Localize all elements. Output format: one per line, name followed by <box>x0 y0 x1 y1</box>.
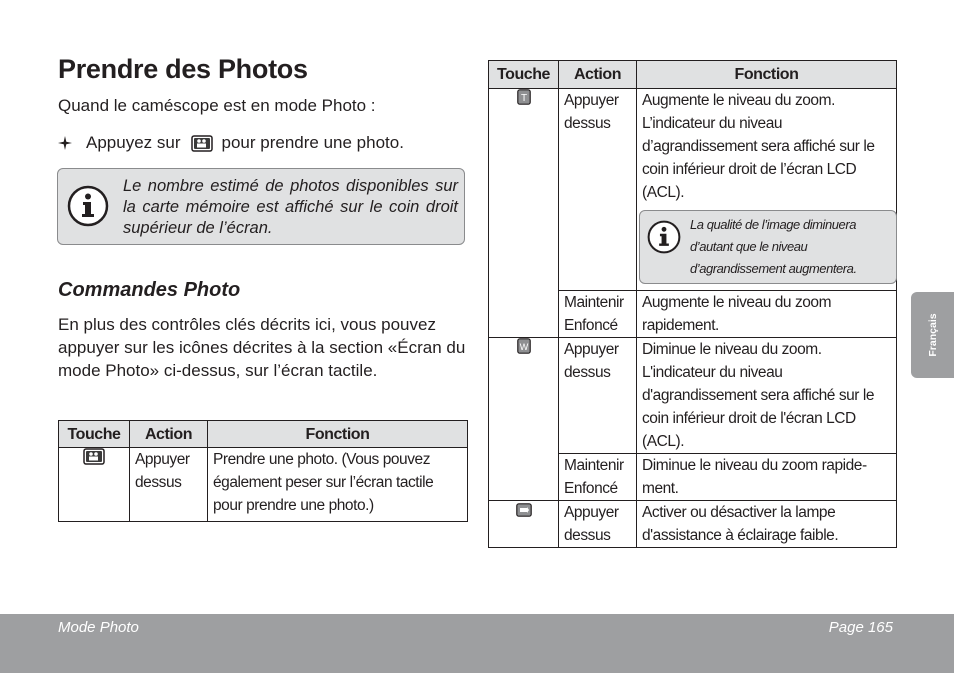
function-cell <box>637 89 897 291</box>
bullet-star-icon <box>58 136 74 150</box>
action-cell: Appuyer dessus <box>559 501 637 548</box>
page-footer <box>0 614 954 673</box>
language-tab <box>911 292 954 378</box>
zoom-wide-letter: W <box>519 342 528 352</box>
touche-cell <box>489 501 559 548</box>
camera-icon <box>83 448 105 465</box>
zoom-wide-icon <box>517 338 531 354</box>
table-header-row <box>59 421 468 448</box>
bullet-text-after: pour prendre une photo. <box>221 133 404 152</box>
info-icon <box>67 185 109 227</box>
footer-section: Mode Photo <box>58 619 139 636</box>
action-cell: Appuyer dessus <box>130 448 208 522</box>
lamp-icon <box>516 503 532 517</box>
right-commands-table <box>488 60 897 548</box>
touche-cell <box>489 338 559 501</box>
header-fonction: Fonction <box>637 61 897 89</box>
function-cell: Activer ou désactiver la lampe d'assistance à éclairage faible. <box>637 501 897 548</box>
table-row <box>489 338 897 454</box>
note-text: Le nombre estimé de photos disponibles sur la carte mémoire est affiché sur le coin droit supérieur de l’écran. <box>123 177 458 237</box>
inline-note <box>639 210 897 284</box>
header-touche: Touche <box>59 421 130 448</box>
bullet-line <box>58 133 404 153</box>
function-cell: Diminue le niveau du zoom rapidement. <box>637 454 897 501</box>
table-row <box>489 501 897 548</box>
header-fonction: Fonction <box>208 421 468 448</box>
function-cell: Prendre une photo. (Vous pouvez également peser sur l’écran tactile pour prendre une photo.) <box>208 448 468 522</box>
zoom-tele-letter: T <box>520 93 527 104</box>
page-title: Prendre des Photos <box>58 54 308 84</box>
function-cell: Augmente le niveau du zoom rapidement. <box>637 291 897 338</box>
action-cell: Maintenir Enfoncé <box>559 291 637 338</box>
left-commands-table <box>58 420 468 522</box>
header-action: Action <box>559 61 637 89</box>
action-cell: Appuyer dessus <box>559 338 637 454</box>
info-icon <box>647 220 681 254</box>
zoom-tele-icon <box>517 89 531 105</box>
inline-note-text: La qualité de l’image diminuera d’autant que le niveau d’agrandissement augmentera. <box>690 217 857 276</box>
language-tab-label: Français <box>926 313 939 357</box>
table-row <box>59 448 468 522</box>
header-touche: Touche <box>489 61 559 89</box>
touche-cell <box>489 89 559 338</box>
info-note <box>57 168 465 245</box>
touche-cell <box>59 448 130 522</box>
camera-icon <box>191 135 213 152</box>
bullet-text-before: Appuyez sur <box>86 133 181 152</box>
footer-page-number: Page 165 <box>828 619 893 636</box>
section-paragraph: En plus des contrôles clés décrits ici, vous pouvez appuyer sur les icônes décrites à la section «Écran du mode Photo» ci-dessus, sur l’écran tactile. <box>58 315 466 380</box>
intro-text: Quand le caméscope est en mode Photo : <box>58 96 376 115</box>
table-header-row <box>489 61 897 89</box>
section-subheading: Commandes Photo <box>58 279 241 301</box>
table-row <box>489 89 897 291</box>
action-cell: Maintenir Enfoncé <box>559 454 637 501</box>
action-cell: Appuyer dessus <box>559 89 637 291</box>
function-text: Augmente le niveau du zoom. L’indicateur du niveau d’agrandissement sera affiché sur le coin inférieur droit de l’écran LCD (ACL). <box>642 92 875 201</box>
header-action: Action <box>130 421 208 448</box>
function-cell: Diminue le niveau du zoom. L'indicateur du niveau d'agrandissement sera affiché sur le coin inférieur droit de l'écran LCD (ACL). <box>637 338 897 454</box>
